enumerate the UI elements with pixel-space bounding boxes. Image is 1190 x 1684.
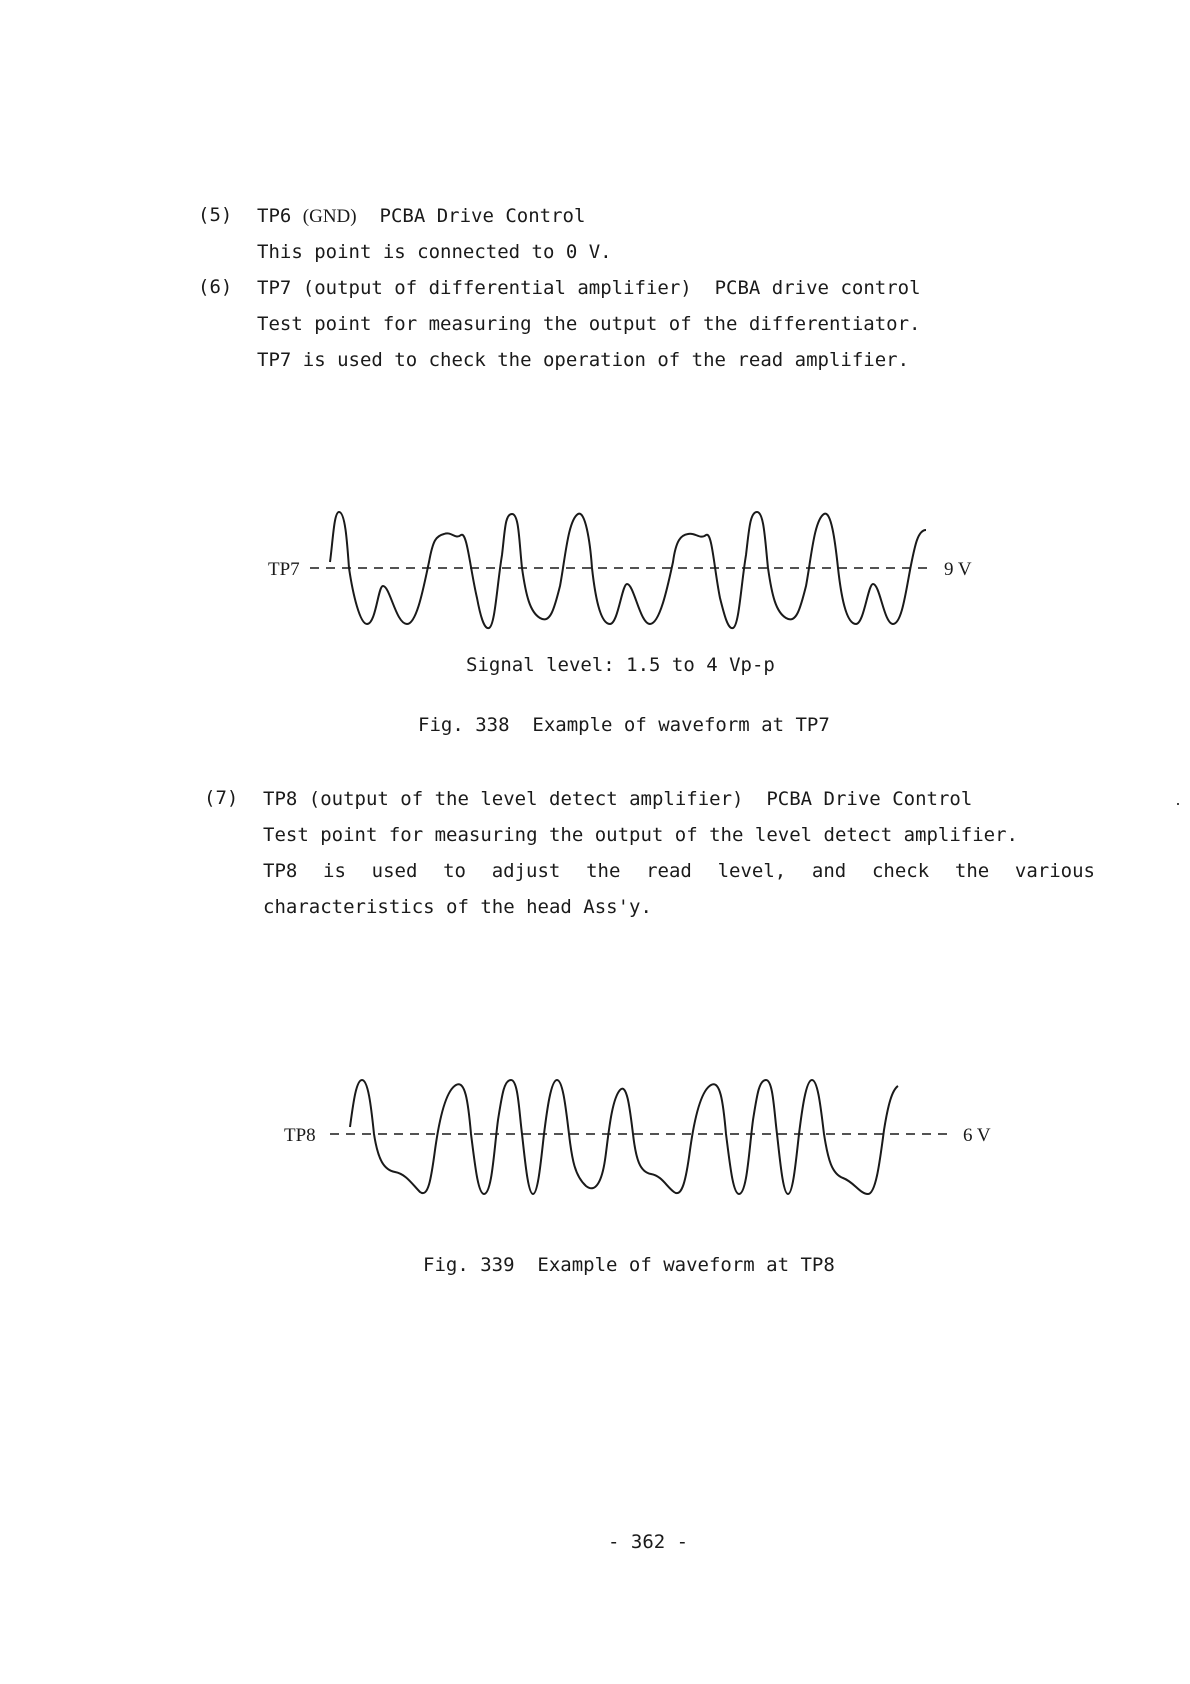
figure-caption-339: Fig. 339 Example of waveform at TP8	[423, 1254, 835, 1276]
heading-board: PCBA drive control	[714, 277, 921, 299]
item-number-6: (6)	[198, 276, 233, 298]
item-text-6-2: TP7 is used to check the operation of the read amplifier.	[257, 349, 910, 371]
page-number: - 362 -	[608, 1531, 689, 1553]
figure-339-waveform	[284, 1080, 991, 1194]
heading-paren: (GND)	[302, 206, 357, 227]
heading-board: PCBA Drive Control	[766, 788, 973, 810]
tp7-waveform-trace	[330, 512, 926, 628]
level-label: 6 V	[963, 1125, 991, 1146]
heading-tp: TP7	[257, 277, 292, 299]
level-label: 9 V	[944, 559, 972, 580]
figure-338-waveform	[268, 512, 972, 628]
tp-label: TP7	[268, 559, 300, 580]
heading-paren: (output of the level detect amplifier)	[308, 788, 744, 810]
signal-level-note: Signal level: 1.5 to 4 Vp-p	[466, 654, 775, 676]
heading-tp: TP8	[263, 788, 298, 810]
item-text-6-1: Test point for measuring the output of the differentiator.	[257, 313, 921, 335]
figure-caption-338: Fig. 338 Example of waveform at TP7	[418, 714, 830, 736]
heading-board: PCBA Drive Control	[379, 205, 586, 227]
item-text-7-1: Test point for measuring the output of the level detect amplifier.	[263, 824, 1018, 846]
scan-speck	[1177, 803, 1179, 805]
item-text-7-3: characteristics of the head Ass'y.	[263, 896, 652, 918]
tp8-waveform-trace	[350, 1080, 898, 1194]
item-heading-7	[263, 787, 972, 811]
item-number-5: (5)	[198, 204, 233, 226]
item-text-7-2: TP8 is used to adjust the read level, and check the various	[263, 860, 1095, 882]
tp-label: TP8	[284, 1125, 316, 1146]
heading-tp: TP6	[257, 205, 292, 227]
item-number-7: (7)	[204, 787, 239, 809]
item-text-5-1: This point is connected to 0 V.	[257, 241, 612, 263]
heading-paren: (output of differential amplifier)	[302, 277, 692, 299]
